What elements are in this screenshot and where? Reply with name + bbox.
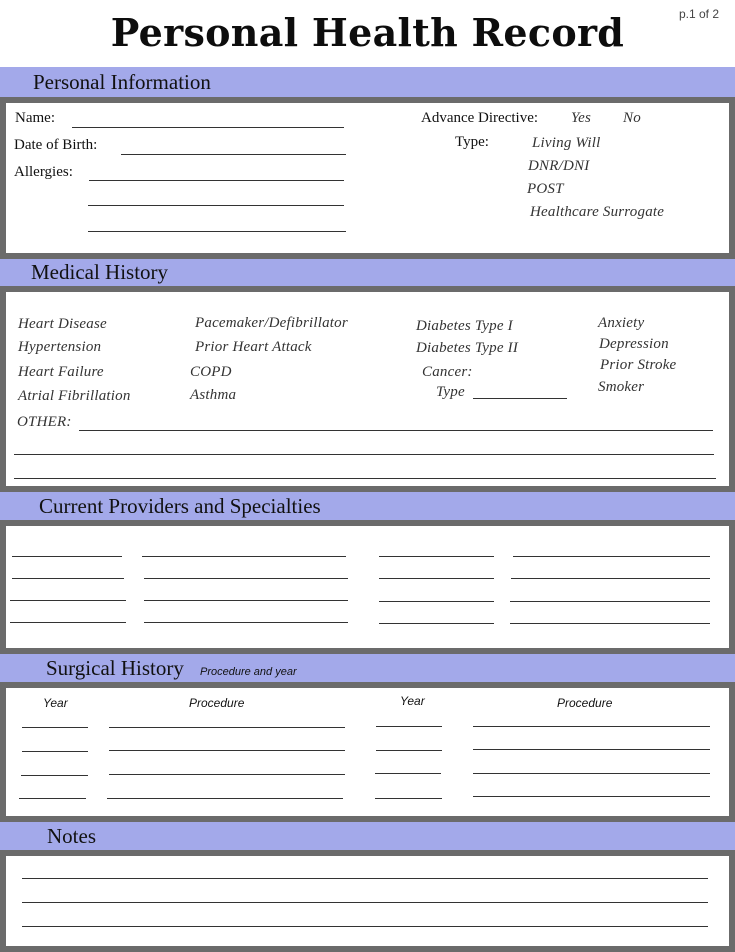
- cond-prior-stroke[interactable]: Prior Stroke: [600, 357, 677, 373]
- other-label: OTHER:: [17, 414, 72, 430]
- provider-specialty-6[interactable]: [510, 601, 710, 602]
- type-dnr-dni[interactable]: DNR/DNI: [528, 158, 590, 174]
- medical-history-bar: [0, 259, 735, 286]
- surgery-year-8[interactable]: [375, 798, 442, 799]
- type-living-will[interactable]: Living Will: [532, 135, 601, 151]
- notes-heading: Notes: [47, 824, 96, 848]
- directive-type-label: Type:: [455, 134, 489, 150]
- surgery-procedure-6[interactable]: [473, 773, 710, 774]
- provider-specialty-5[interactable]: [144, 600, 348, 601]
- other-field-3[interactable]: [14, 478, 716, 479]
- cancer-type-field[interactable]: [473, 398, 567, 399]
- cond-asthma[interactable]: Asthma: [190, 387, 237, 403]
- surgery-procedure-1[interactable]: [109, 727, 345, 728]
- advance-directive-label: Advance Directive:: [421, 110, 539, 126]
- provider-name-5[interactable]: [10, 600, 126, 601]
- providers-bar: [0, 492, 735, 520]
- other-field-2[interactable]: [14, 454, 714, 455]
- dob-label: Date of Birth:: [14, 137, 98, 153]
- type-healthcare-surrogate[interactable]: Healthcare Surrogate: [530, 204, 665, 220]
- notes-line-1[interactable]: [22, 878, 708, 879]
- provider-specialty-4[interactable]: [511, 578, 710, 579]
- provider-name-4[interactable]: [379, 578, 494, 579]
- provider-name-2[interactable]: [379, 556, 494, 557]
- name-label: Name:: [15, 110, 55, 126]
- providers-heading: Current Providers and Specialties: [39, 494, 321, 518]
- provider-name-1[interactable]: [12, 556, 122, 557]
- surgical-history-bar: [0, 654, 735, 682]
- surgical-history-heading: Surgical History: [46, 656, 184, 680]
- year-header-right: Year: [400, 694, 425, 708]
- advance-directive-no[interactable]: No: [623, 110, 641, 126]
- surgery-procedure-4[interactable]: [473, 749, 710, 750]
- year-header-left: Year: [43, 696, 68, 710]
- surgery-year-2[interactable]: [376, 726, 442, 727]
- type-post[interactable]: POST: [527, 181, 564, 197]
- cond-cancer[interactable]: Cancer:: [422, 364, 473, 380]
- allergies-field-3[interactable]: [88, 231, 346, 232]
- cond-pacemaker[interactable]: Pacemaker/Defibrillator: [195, 315, 348, 331]
- surgery-year-5[interactable]: [21, 775, 88, 776]
- surgery-year-6[interactable]: [375, 773, 441, 774]
- provider-specialty-8[interactable]: [510, 623, 710, 624]
- page-title: Personal Health Record: [110, 10, 625, 55]
- provider-specialty-7[interactable]: [144, 622, 348, 623]
- providers-panel: [0, 520, 735, 654]
- provider-name-6[interactable]: [379, 601, 494, 602]
- surgery-year-3[interactable]: [22, 751, 88, 752]
- cond-prior-heart-attack[interactable]: Prior Heart Attack: [195, 339, 312, 355]
- notes-panel: [0, 850, 735, 952]
- surgery-procedure-7[interactable]: [107, 798, 343, 799]
- medical-history-panel: [0, 286, 735, 492]
- cancer-type-label: Type: [436, 384, 465, 400]
- allergies-label: Allergies:: [14, 164, 73, 180]
- allergies-field-2[interactable]: [88, 205, 344, 206]
- cond-hypertension[interactable]: Hypertension: [18, 339, 102, 355]
- surgery-procedure-5[interactable]: [109, 774, 345, 775]
- cond-copd[interactable]: COPD: [190, 364, 232, 380]
- surgery-procedure-3[interactable]: [109, 750, 345, 751]
- notes-line-3[interactable]: [22, 926, 708, 927]
- surgery-procedure-8[interactable]: [473, 796, 710, 797]
- personal-info-panel: [0, 97, 735, 259]
- dob-field[interactable]: [121, 154, 346, 155]
- cond-anxiety[interactable]: Anxiety: [598, 315, 645, 331]
- provider-specialty-2[interactable]: [513, 556, 710, 557]
- allergies-field-1[interactable]: [89, 180, 344, 181]
- cond-diabetes-type-1[interactable]: Diabetes Type I: [416, 318, 513, 334]
- cond-depression[interactable]: Depression: [599, 336, 669, 352]
- notes-line-2[interactable]: [22, 902, 708, 903]
- provider-name-3[interactable]: [12, 578, 124, 579]
- other-field-1[interactable]: [79, 430, 713, 431]
- notes-bar: [0, 822, 735, 850]
- personal-info-heading: Personal Information: [33, 70, 211, 94]
- surgical-history-subheading: Procedure and year: [200, 666, 297, 678]
- provider-name-7[interactable]: [10, 622, 126, 623]
- surgery-procedure-2[interactable]: [473, 726, 710, 727]
- surgical-history-panel: [0, 682, 735, 822]
- advance-directive-yes[interactable]: Yes: [571, 110, 592, 126]
- page-number: p.1 of 2: [678, 7, 719, 21]
- provider-specialty-1[interactable]: [142, 556, 346, 557]
- name-field[interactable]: [72, 127, 344, 128]
- cond-atrial-fibrillation[interactable]: Atrial Fibrillation: [18, 388, 131, 404]
- procedure-header-left: Procedure: [189, 696, 245, 710]
- cond-diabetes-type-2[interactable]: Diabetes Type II: [416, 340, 519, 356]
- provider-name-8[interactable]: [379, 623, 494, 624]
- surgery-year-1[interactable]: [22, 727, 88, 728]
- surgery-year-4[interactable]: [376, 750, 442, 751]
- procedure-header-right: Procedure: [557, 696, 613, 710]
- cond-heart-failure[interactable]: Heart Failure: [18, 364, 104, 380]
- cond-smoker[interactable]: Smoker: [598, 379, 645, 395]
- provider-specialty-3[interactable]: [144, 578, 348, 579]
- personal-info-bar: [0, 67, 735, 97]
- medical-history-heading: Medical History: [31, 260, 169, 284]
- surgery-year-7[interactable]: [19, 798, 86, 799]
- cond-heart-disease[interactable]: Heart Disease: [18, 316, 107, 332]
